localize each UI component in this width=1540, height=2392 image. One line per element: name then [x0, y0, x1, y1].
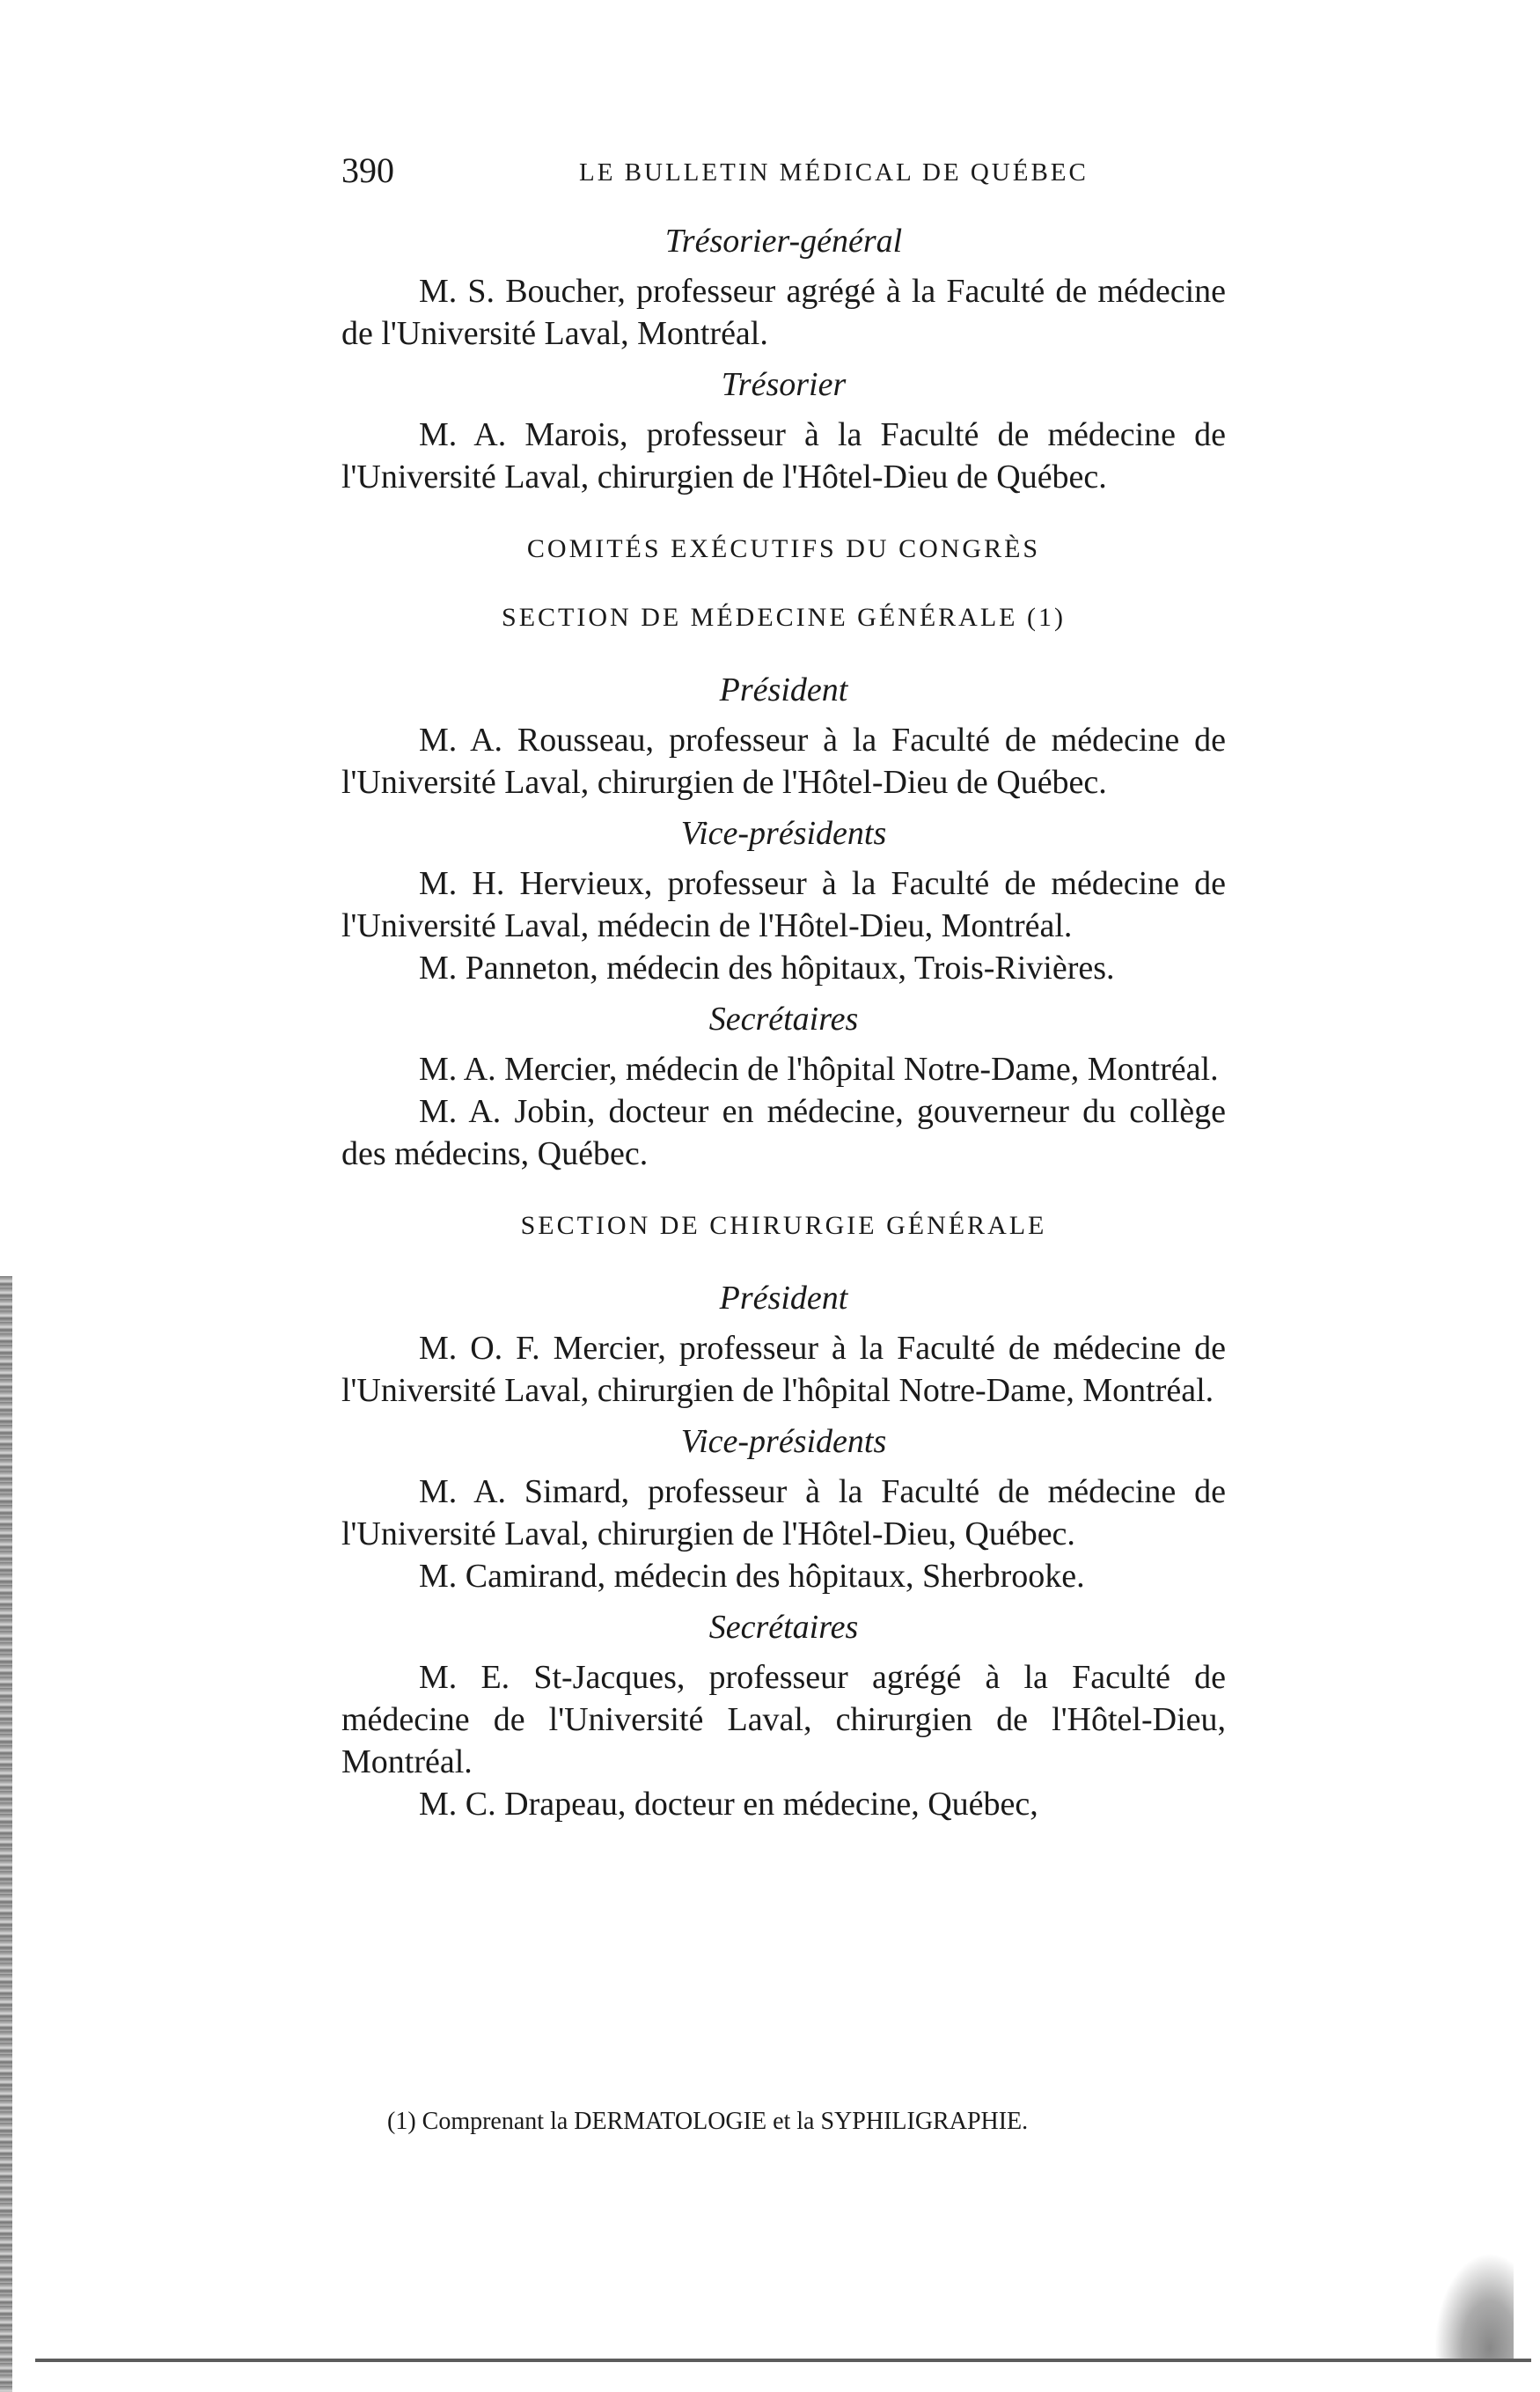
heading-president-medecine: Président [719, 671, 848, 708]
paragraph-vice-president-camirand: M. Camirand, médecin des hôpitaux, Sherbrooke. [419, 1558, 1085, 1595]
heading-president-chirurgie: Président [719, 1280, 848, 1317]
paragraph-secretaire-drapeau: M. C. Drapeau, docteur en médecine, Québec, [419, 1786, 1038, 1823]
running-head [341, 151, 1226, 190]
scan-bottom-line [35, 2359, 1531, 2362]
journal-title: LE BULLETIN MÉDICAL DE QUÉBEC [579, 158, 1089, 187]
heading-secretaires-chirurgie: Secrétaires [708, 1609, 859, 1646]
page-body [341, 220, 1226, 1825]
paragraph-tresorier-general: M. S. Boucher, professeur agrégé à la Faculté de médecine de l'Université Laval, Montréal. [341, 273, 1226, 352]
paragraph-vice-president-panneton: M. Panneton, médecin des hôpitaux, Trois-Rivières. [419, 950, 1115, 987]
heading-tresorier: Trésorier [721, 366, 847, 403]
paragraph-secretaire-jobin: M. A. Jobin, docteur en médecine, gouverneur du collège des médecins, Québec. [341, 1093, 1226, 1172]
scan-corner-smudge [1434, 2253, 1514, 2359]
paragraph-president-medecine: M. A. Rousseau, professeur à la Faculté de médecine de l'Université Laval, chirurgien de l'Hôtel-Dieu de Québec. [341, 722, 1226, 801]
heading-section-medecine: SECTION DE MÉDECINE GÉNÉRALE (1) [502, 603, 1066, 632]
heading-secretaires-medecine: Secrétaires [708, 1001, 859, 1038]
heading-tresorier-general: Trésorier-général [664, 223, 903, 260]
paragraph-president-chirurgie: M. O. F. Mercier, professeur à la Faculté de médecine de l'Université Laval, chirurgien de l'hôpital Notre-Dame, Montréal. [341, 1330, 1226, 1409]
paragraph-vice-president-hervieux: M. H. Hervieux, professeur à la Faculté de médecine de l'Université Laval, médecin de l'Hôtel-Dieu, Montréal. [341, 865, 1226, 944]
paragraph-secretaire-mercier: M. A. Mercier, médecin de l'hôpital Notre-Dame, Montréal. [419, 1051, 1219, 1088]
heading-comites-executifs: COMITÉS EXÉCUTIFS DU CONGRÈS [526, 534, 1041, 563]
paragraph-tresorier: M. A. Marois, professeur à la Faculté de médecine de l'Université Laval, chirurgien de l'Hôtel-Dieu de Québec. [341, 416, 1226, 495]
page-number: 390 [341, 150, 394, 190]
heading-vice-presidents-medecine: Vice-présidents [680, 815, 887, 852]
heading-vice-presidents-chirurgie: Vice-présidents [680, 1423, 887, 1460]
footnote: (1) Comprenant la DERMATOLOGIE et la SYPHILIGRAPHIE. [387, 2108, 1029, 2135]
paragraph-vice-president-simard: M. A. Simard, professeur à la Faculté de médecine de l'Université Laval, chirurgien de l'Hôtel-Dieu, Québec. [341, 1473, 1226, 1552]
scan-edge-artifact [0, 1276, 12, 2392]
heading-section-chirurgie: SECTION DE CHIRURGIE GÉNÉRALE [520, 1211, 1047, 1240]
paragraph-secretaire-st-jacques: M. E. St-Jacques, professeur agrégé à la Faculté de médecine de l'Université Laval, chirurgien de l'Hôtel-Dieu, Montréal. [341, 1659, 1226, 1780]
